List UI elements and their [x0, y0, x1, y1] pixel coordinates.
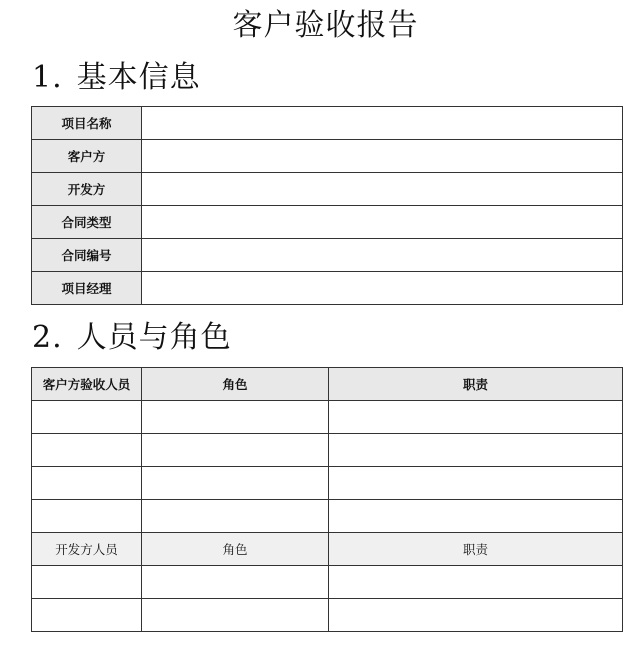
- duties-header: 职责: [329, 533, 623, 566]
- section-number: 1.: [32, 60, 63, 95]
- role-cell[interactable]: [142, 434, 329, 467]
- role-header: 角色: [142, 533, 329, 566]
- table-row: [32, 140, 623, 173]
- table-row: [32, 206, 623, 239]
- role-cell[interactable]: [142, 599, 329, 632]
- table-row: [32, 272, 623, 305]
- personnel-table: [31, 367, 623, 632]
- table-row: [32, 599, 623, 632]
- developer-header-row: [32, 533, 623, 566]
- document-title: 客户验收报告: [232, 8, 419, 43]
- role-header: 角色: [142, 368, 329, 401]
- table-row: [32, 434, 623, 467]
- duties-cell[interactable]: [329, 566, 623, 599]
- contract-number-label: 合同编号: [32, 239, 142, 272]
- developer-staff-cell[interactable]: [32, 566, 142, 599]
- role-cell[interactable]: [142, 500, 329, 533]
- developer-label: 开发方: [32, 173, 142, 206]
- table-row: [32, 107, 623, 140]
- role-cell[interactable]: [142, 467, 329, 500]
- developer-staff-header: 开发方人员: [32, 533, 142, 566]
- project-name-field[interactable]: [142, 107, 623, 140]
- client-field[interactable]: [142, 140, 623, 173]
- table-row: [32, 467, 623, 500]
- table-row: [32, 566, 623, 599]
- duties-cell[interactable]: [329, 467, 623, 500]
- client-reviewer-cell[interactable]: [32, 500, 142, 533]
- contract-number-field[interactable]: [142, 239, 623, 272]
- project-manager-field[interactable]: [142, 272, 623, 305]
- developer-staff-cell[interactable]: [32, 599, 142, 632]
- client-label: 客户方: [32, 140, 142, 173]
- basic-info-table: [31, 106, 623, 305]
- section-heading-basic-info: [32, 58, 201, 98]
- section-title: 基本信息: [76, 60, 201, 95]
- section-number: 2.: [32, 320, 63, 355]
- section-title: 人员与角色: [76, 320, 232, 355]
- duties-header: 职责: [329, 368, 623, 401]
- role-cell[interactable]: [142, 566, 329, 599]
- section-heading-personnel: [32, 318, 232, 358]
- role-cell[interactable]: [142, 401, 329, 434]
- client-header-row: [32, 368, 623, 401]
- developer-field[interactable]: [142, 173, 623, 206]
- client-reviewer-cell[interactable]: [32, 434, 142, 467]
- duties-cell[interactable]: [329, 599, 623, 632]
- table-row: [32, 173, 623, 206]
- client-reviewers-header: 客户方验收人员: [32, 368, 142, 401]
- project-manager-label: 项目经理: [32, 272, 142, 305]
- project-name-label: 项目名称: [32, 107, 142, 140]
- duties-cell[interactable]: [329, 401, 623, 434]
- duties-cell[interactable]: [329, 434, 623, 467]
- table-row: [32, 401, 623, 434]
- table-row: [32, 239, 623, 272]
- table-row: [32, 500, 623, 533]
- client-reviewer-cell[interactable]: [32, 467, 142, 500]
- client-reviewer-cell[interactable]: [32, 401, 142, 434]
- contract-type-field[interactable]: [142, 206, 623, 239]
- contract-type-label: 合同类型: [32, 206, 142, 239]
- duties-cell[interactable]: [329, 500, 623, 533]
